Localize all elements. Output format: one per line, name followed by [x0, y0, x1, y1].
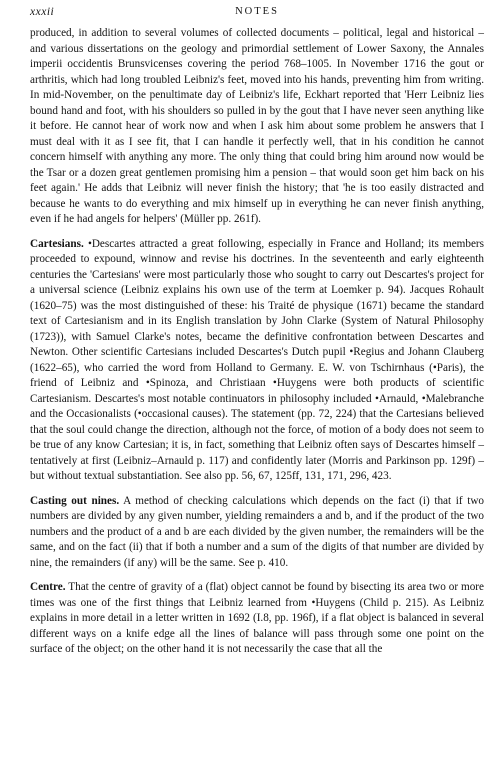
note-entry-continuation — [30, 26, 484, 228]
entry-text: •Descartes attracted a great following, especially in France and Holland; its members proceeded to expound, winnow and revise his doctrines. In the seventeenth and early eighteenth centuries the 'Cartesians' were most particularly those who sought to carry out Descartes's project for a universal science (Leibniz explains his own use of the term at Loemker p. 94). Jacques Rohault (1620–75) was the most distinguished of these: his Traité de physique (1671) became the standard text of Cartesianism and in its English translation by John Clarke (System of Natural Philosophy (1723)), with Samuel Clarke's notes, became the definitive confrontation between Descartes and Newton. Other scientific Cartesians included Descartes's Dutch pupil •Regius and Johann Clauberg (1622–65), who carried the word from Holland to Germany. E. W. von Tschirnhaus (•Paris), the friend of Leibniz and •Spinoza, and Christiaan •Huygens were both products of scientific Cartesianism. Descartes's most notable continuators in philosophy included •Arnauld, •Malebranche and the Occasionalists (•occasional causes). The statement (pp. 72, 224) that the Cartesians believed that the soul could change the direction, although not the force, of motion of a body does not seem to be true of any know Cartesian; it is, in fact, something that Leibniz often says of Descartes himself – tentatively at first (Leibniz–Arnauld p. 117) and confidently later (Morris and Parkinson pp. 129f) – but without textual substantiation. See also pp. 56, 67, 125ff, 131, 171, 296, 423. — [30, 237, 484, 482]
note-entry-cartesians — [30, 237, 484, 485]
entry-headword: Cartesians. — [30, 237, 84, 250]
page-number: xxxii — [30, 6, 55, 18]
running-head: NOTES — [235, 6, 279, 17]
entry-text: A method of checking calculations which depends on the fact (i) that if two numbers are divided by any given number, yielding remainders a and b, and if the product of the two numbers and the product of a and b are each divided by the given number, the remainders will be the same, and on the fact (ii) that if both a number and a sum of the digits of that number are divided by nine, the remainders (if any) will be the same. See p. 410. — [30, 494, 484, 569]
entry-text: That the centre of gravity of a (flat) object cannot be found by bisecting its area two or more times was one of the first things that Leibniz learned from •Huygens (Child p. 215). As Leibniz explains in more detail in a letter written in 1692 (I.8, pp. 196f), if a flat object is balanced in several different ways on a knife edge all the lines of balance will pass through some one point on the surface of the object; on the other hand it is not necessarily the case that all the — [30, 581, 484, 655]
note-entry-casting-out-nines — [30, 494, 484, 572]
notes-body — [30, 26, 484, 658]
entry-text: produced, in addition to several volumes of collected documents – political, legal and historical – and various dissertations on the geology and primordial settlement of Lower Saxony, the Annales imperii occidentis Brunsvicenses covering the period 768–1005. In November 1716 the gout or arthritis, which had long troubled Leibniz's feet, moved into his hands, preventing him from writing. In mid-November, on the penultimate day of Leibniz's life, Eckhart reported that 'Herr Leibniz lies bound hand and foot, with his shoulders so pulled in by the gout that I have never seen anything like it before. He cannot hear of work now and when I ask him about some problem he answers that I must deal with it as I see fit, that I can handle it perfectly well, that in his condition he cannot concern himself with anything any more. The only thing that could bring him around now would be the Tsar or a dozen great gentlemen promising him a pension – that would soon get him back on his feet again.' He adds that Leibniz will never finish the history; that 'he is too easily distracted and because he wants to do everything and mix himself up in everything he can never finish anything, even if he had angels for helpers' (Müller pp. 261f). — [30, 27, 484, 225]
note-entry-centre — [30, 580, 484, 658]
page-header — [30, 4, 484, 26]
entry-headword: Casting out nines. — [30, 494, 120, 507]
entry-headword: Centre. — [30, 581, 66, 593]
